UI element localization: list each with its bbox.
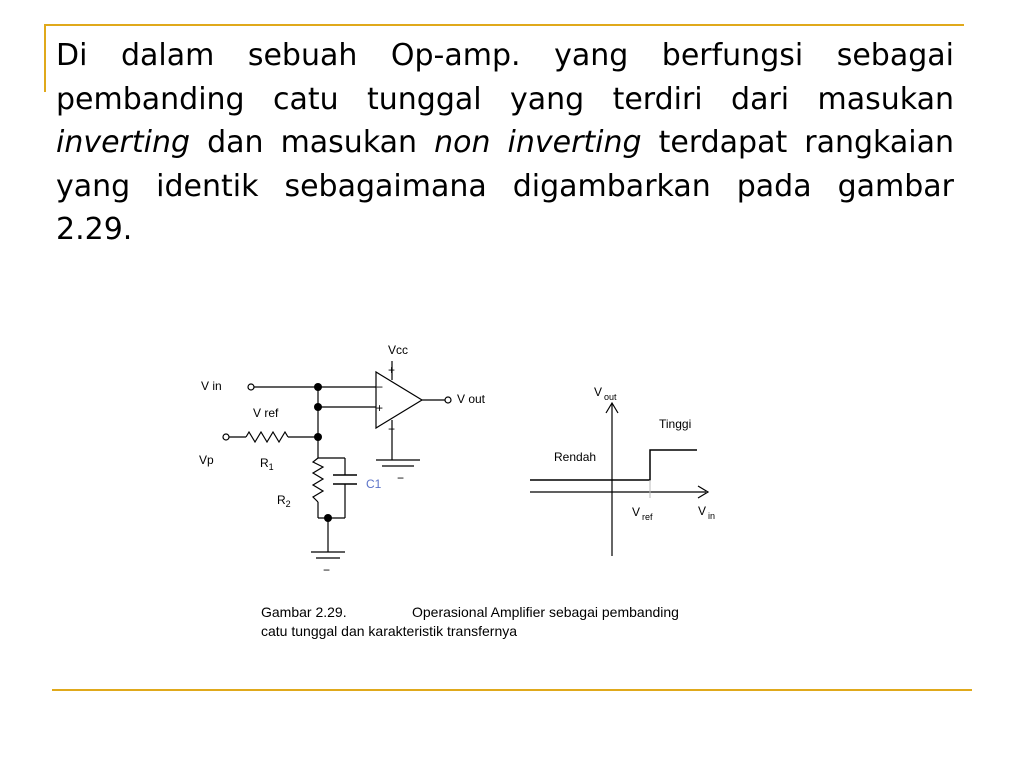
- paragraph-emphasis-inverting: inverting: [56, 125, 191, 160]
- label-vref-axis-letter: V: [632, 505, 641, 519]
- label-vin-axis-sub: in: [708, 511, 716, 521]
- label-r1-letter: R: [260, 456, 269, 470]
- label-vin: V in: [201, 379, 222, 393]
- vp-terminal: [223, 434, 229, 440]
- resistor-r1: [246, 432, 288, 442]
- transfer-labels: [554, 385, 715, 522]
- figure-caption: [261, 603, 679, 641]
- accent-line-bottom: [52, 689, 972, 691]
- caption-number: Gambar 2.29.: [261, 604, 347, 620]
- label-ground-opamp: −: [397, 471, 405, 485]
- label-c1: C1: [366, 477, 382, 491]
- caption-line-1: [261, 603, 679, 622]
- label-r2-letter: R: [277, 493, 286, 507]
- paragraph-emphasis-non-inverting: non inverting: [434, 125, 642, 160]
- label-vcc: Vcc: [388, 343, 409, 357]
- node-r1: [314, 433, 322, 441]
- label-vout-axis: [594, 385, 617, 402]
- label-vin-axis-letter: V: [698, 504, 707, 518]
- label-rendah: Rendah: [554, 450, 597, 464]
- label-minus-bottom: −: [388, 422, 396, 436]
- label-vout-circuit: V out: [457, 392, 486, 406]
- label-plus-input: +: [376, 401, 384, 415]
- label-r1-sub: 1: [268, 462, 274, 472]
- label-vp: Vp: [199, 453, 214, 467]
- resistor-r2: [313, 458, 323, 502]
- label-plus-top: +: [388, 363, 396, 377]
- paragraph-text-2: dan masukan: [190, 125, 435, 160]
- label-r1: [260, 456, 274, 472]
- caption-title: Operasional Amplifier sebagai pembanding: [412, 604, 679, 620]
- circuit-labels: [199, 343, 486, 577]
- label-r2-sub: 2: [285, 499, 291, 509]
- label-tinggi: Tinggi: [659, 417, 692, 431]
- label-vref-axis: [632, 505, 653, 522]
- label-vout-axis-letter: V: [594, 385, 603, 399]
- label-r2: [277, 493, 291, 509]
- label-vout-axis-sub: out: [604, 392, 617, 402]
- comparator-circuit: [223, 361, 451, 558]
- vin-terminal: [248, 384, 254, 390]
- label-vin-axis: [698, 504, 715, 521]
- vout-terminal: [445, 397, 451, 403]
- paragraph-text-1: Di dalam sebuah Op-amp. yang berfungsi sebagai pembanding catu tunggal yang terdiri dari masukan: [56, 38, 954, 117]
- label-ground-r2: −: [323, 563, 331, 577]
- label-vref-axis-sub: ref: [642, 512, 653, 522]
- paragraph-text-3: terdapat rangkaian yang identik sebagaimana digambarkan pada gambar 2.29.: [56, 125, 955, 247]
- caption-line-2: catu tunggal dan karakteristik transfernya: [261, 623, 518, 639]
- label-vref-circuit: V ref: [253, 406, 279, 420]
- label-minus-input: −: [376, 380, 384, 394]
